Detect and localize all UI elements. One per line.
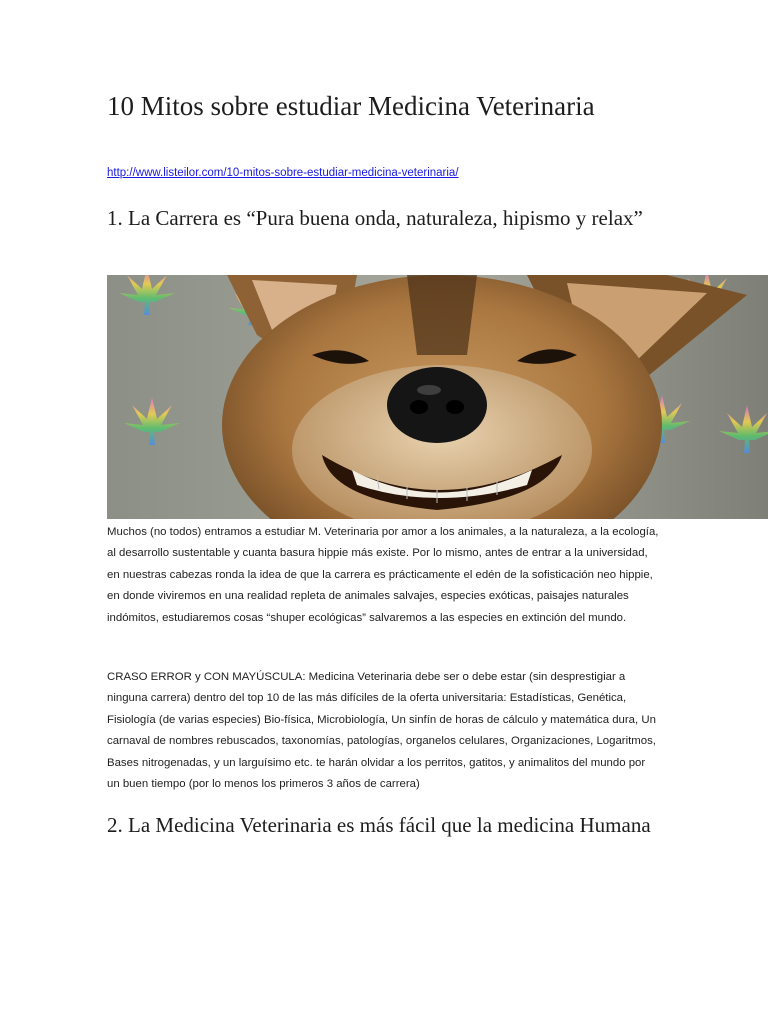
section-heading-2: 2. La Medicina Veterinaria es más fácil que la medicina Humana (107, 813, 651, 837)
body-paragraph-2: CRASO ERROR y CON MAYÚSCULA: Medicina Veterinaria debe ser o debe estar (sin desprestigiar a ninguna carrera) dentro del top 10 de las más difíciles de la oferta universitaria: Estadísticas, Genética, Fisiología (de varias especies) Bio-física, Microbiología, Un sinfín de horas de cálculo y matemática dura, Un carnaval de nombres rebuscados, taxonomías, patologías, organelos celulares, Organizaciones, Logaritmos, Bases nitrogenadas, y un larguísimo etc. te harán olvidar a los perritos, gatitos, y animalitos del mundo por un buen tiempo (por lo menos los primeros 3 años de carrera) (107, 671, 656, 791)
section-heading-1: 1. La Carrera es “Pura buena onda, naturaleza, hipismo y relax” (107, 206, 643, 230)
body-paragraph-1: Muchos (no todos) entramos a estudiar M. Veterinaria por amor a los animales, a la naturaleza, a la ecología, al desarrollo sustentable y cuanta basura hippie más existe. Por lo mismo, antes de entrar a la universidad, en nuestras cabezas ronda la idea de que la carrera es prácticamente el edén de la sofisticación neo hippie, en donde viviremos en una realidad repleta de animales salvajes, especies exóticas, paisajes naturales indómitos, estudiaremos cosas “shuper ecológicas” salvaremos a las especies en extinción del mundo. (107, 526, 659, 624)
smiling-dog-photo (107, 275, 768, 519)
source-link[interactable]: http://www.listeilor.com/10-mitos-sobre-estudiar-medicina-veterinaria/ (107, 167, 459, 179)
document-title: 10 Mitos sobre estudiar Medicina Veterinaria (107, 91, 595, 121)
